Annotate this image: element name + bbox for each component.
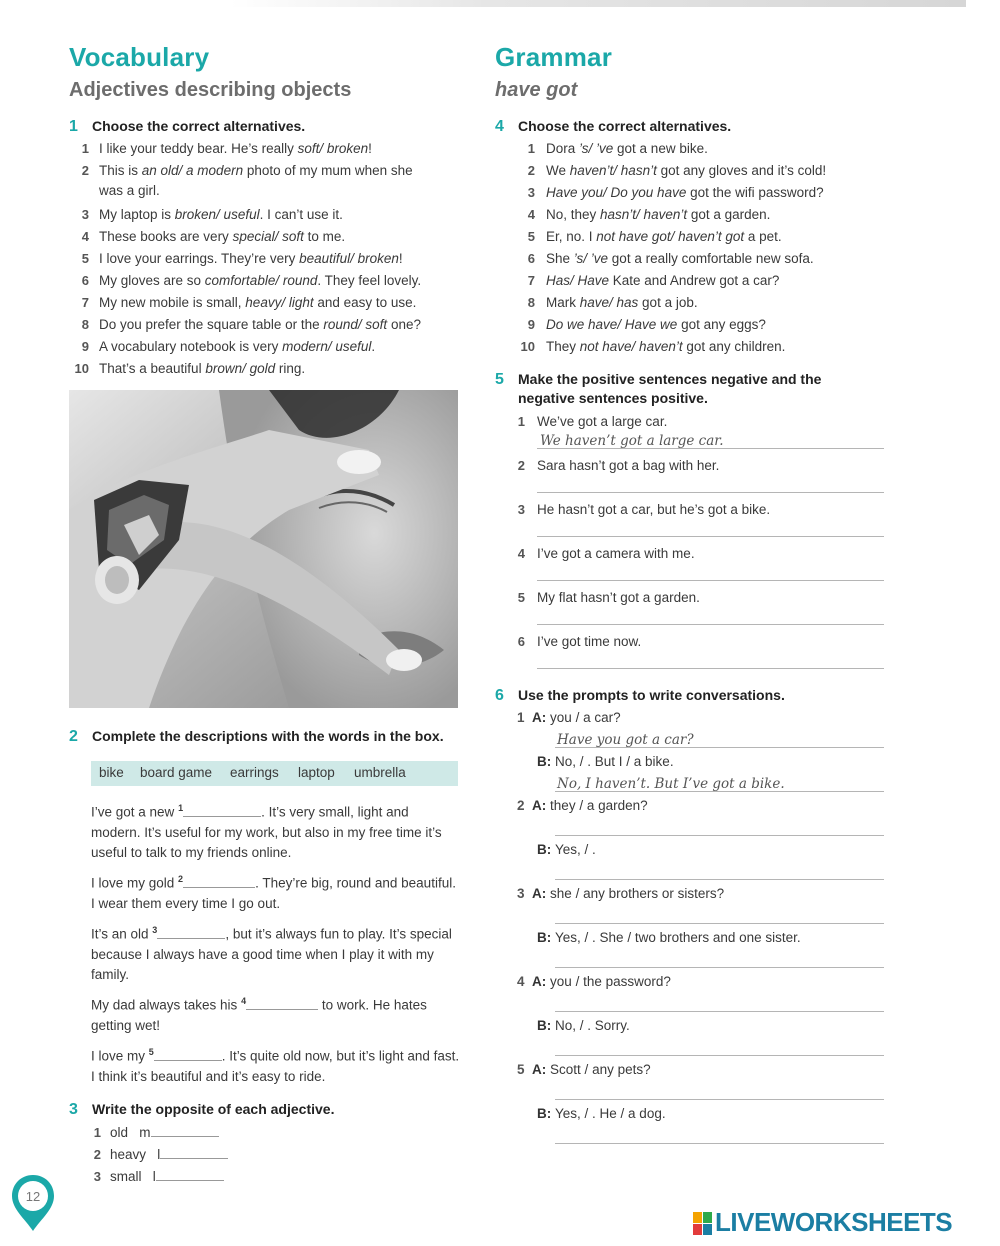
item-number: 1 — [517, 710, 525, 725]
item-choice[interactable]: an old/ a modern — [141, 163, 244, 178]
page-number: 12 — [25, 1189, 41, 1204]
answer-line[interactable] — [537, 492, 884, 493]
item-text-after: got any eggs? — [677, 317, 766, 332]
item-number: 2 — [517, 798, 525, 813]
item-text-after: ring. — [275, 361, 306, 376]
item-text: was a girl. — [99, 183, 160, 198]
example-answer: Have you got a car? — [557, 732, 694, 748]
item-text — [546, 204, 770, 225]
item-number: 2 — [93, 1147, 101, 1162]
item-choice[interactable]: heavy/ light — [245, 295, 314, 310]
answer-gap[interactable] — [151, 1125, 219, 1137]
gap-number: 3 — [152, 925, 158, 935]
item-text-before: I like your teddy bear. He’s really — [99, 141, 298, 156]
item-text: I’ve got a camera with me. — [537, 546, 695, 561]
answer-first-letter: m — [139, 1125, 151, 1140]
speaker-b-label: B: — [537, 930, 552, 945]
exercise-number: 1 — [69, 118, 78, 135]
answer-gap[interactable] — [154, 1049, 222, 1061]
item-text-after: one? — [387, 317, 421, 332]
item-number: 1 — [93, 1125, 101, 1140]
item-number: 1 — [517, 414, 525, 429]
grammar-heading: Grammar — [495, 42, 613, 72]
item-choice[interactable]: ’s/ ’ve — [573, 251, 609, 266]
exercise-instruction: Make the positive sentences negative and the negative sentences positive. — [518, 371, 822, 406]
item-text-before: That’s a beautiful — [99, 361, 206, 376]
item-number: 5 — [81, 251, 89, 266]
item-text — [99, 204, 343, 225]
item-number: 3 — [517, 502, 525, 517]
gap-number: 4 — [241, 996, 247, 1006]
item-text-before: This is — [99, 163, 142, 178]
example-answer: No, I haven’t. But I’ve got a bike. — [557, 776, 785, 792]
item-number: 2 — [81, 163, 89, 178]
answer-gap[interactable] — [183, 876, 255, 888]
woman-with-ring-photo — [69, 390, 458, 708]
paragraph-text-after: to work. He hates getting wet! — [91, 997, 427, 1033]
word-box-item: earrings — [230, 765, 279, 780]
item-number: 4 — [527, 207, 535, 222]
exercise-instruction: Use the prompts to write conversations. — [518, 687, 785, 703]
item-text — [546, 160, 826, 181]
adjective: heavy — [110, 1147, 147, 1162]
item-text — [99, 160, 413, 181]
answer-line[interactable] — [555, 967, 884, 968]
item-text: I’ve got time now. — [537, 634, 642, 649]
item-text-before: Er, no. I — [546, 229, 597, 244]
gap-number: 2 — [178, 874, 184, 884]
dialogue-prompt-a — [517, 1062, 651, 1077]
paragraph-text-after: . It’s very small, light and modern. It’s useful for my work, but also in my free time it’s useful to talk to my friends online. — [91, 804, 442, 860]
item-text-before: They — [546, 339, 580, 354]
dialogue-prompt-b — [537, 842, 596, 857]
item-text-before: Dora — [546, 141, 580, 156]
item-text-before: My laptop is — [99, 207, 175, 222]
item-number: 3 — [81, 207, 89, 222]
item-text — [546, 138, 708, 159]
logo-grid-icon — [693, 1212, 713, 1236]
item-text-after: got the wifi password? — [686, 185, 824, 200]
speaker-b-label: B: — [537, 754, 552, 769]
item-choice[interactable]: Have you/ Do you have — [546, 185, 687, 200]
page-number-marker — [10, 1173, 56, 1233]
item-choice[interactable]: broken/ useful — [174, 207, 260, 222]
dialogue-prompt-b — [537, 930, 801, 945]
item-text — [110, 1122, 219, 1143]
item-text-before: A vocabulary notebook is very — [99, 339, 283, 354]
paragraph-text-before: I love my — [91, 1048, 149, 1064]
item-text — [99, 314, 421, 335]
item-text: My flat hasn’t got a garden. — [537, 590, 700, 605]
speaker-a-label: A: — [532, 710, 547, 725]
item-text — [99, 226, 345, 247]
word-box-item: bike — [99, 765, 124, 780]
item-text-after: got a new bike. — [613, 141, 708, 156]
item-choice[interactable]: special/ soft — [232, 229, 304, 244]
adjective: old — [110, 1125, 129, 1140]
item-number: 6 — [517, 634, 525, 649]
exercise-number: 6 — [495, 687, 504, 704]
item-text — [99, 248, 403, 269]
dialogue-prompt-b — [537, 1106, 666, 1121]
exercise-number: 3 — [69, 1101, 78, 1118]
paragraph-text-before: I’ve got a new — [91, 804, 179, 820]
item-text-after: got a really comfortable new sofa. — [608, 251, 814, 266]
description-paragraph — [91, 920, 461, 985]
prompt-text: Scott / any pets? — [550, 1062, 651, 1077]
description-paragraph — [91, 798, 461, 863]
adjective: small — [110, 1169, 142, 1184]
item-number: 4 — [517, 974, 525, 989]
item-number: 8 — [527, 295, 535, 310]
item-number: 5 — [517, 590, 525, 605]
speaker-b-label: B: — [537, 1018, 552, 1033]
item-text: We’ve got a large car. — [537, 414, 668, 429]
speaker-a-label: A: — [532, 798, 547, 813]
item-number: 2 — [527, 163, 535, 178]
exercise-instruction: Choose the correct alternatives. — [518, 118, 732, 134]
item-number: 7 — [81, 295, 89, 310]
item-text-after: got any gloves and it’s cold! — [656, 163, 827, 178]
paragraph-text-before: I love my gold — [91, 875, 179, 891]
item-choice[interactable]: haven’t/ hasn’t — [569, 163, 657, 178]
item-number: 9 — [81, 339, 89, 354]
answer-gap[interactable] — [157, 927, 225, 939]
item-text-after: got any children. — [682, 339, 786, 354]
answer-line[interactable] — [555, 1143, 884, 1144]
item-text-before: These books are very — [99, 229, 233, 244]
item-number: 9 — [527, 317, 535, 332]
item-number: 6 — [81, 273, 89, 288]
speaker-a-label: A: — [532, 1062, 547, 1077]
word-box-item: laptop — [298, 765, 335, 780]
answer-line[interactable] — [555, 1099, 884, 1100]
dialogue-prompt-b — [537, 754, 674, 769]
item-text-after: to me. — [303, 229, 346, 244]
item-number: 3 — [517, 886, 525, 901]
item-text-after: ! — [398, 251, 403, 266]
item-choice[interactable]: beautiful/ broken — [299, 251, 399, 266]
item-number: 3 — [527, 185, 535, 200]
item-text — [546, 248, 814, 269]
item-choice[interactable]: soft/ broken — [297, 141, 369, 156]
prompt-text: No, / . But I / a bike. — [555, 754, 674, 769]
item-number: 10 — [74, 361, 89, 376]
prompt-text: Yes, / . She / two brothers and one sister. — [555, 930, 801, 945]
item-choice[interactable]: brown/ gold — [205, 361, 276, 376]
item-text-after: got a garden. — [687, 207, 771, 222]
speaker-b-label: B: — [537, 842, 552, 857]
example-answer: We haven’t got a large car. — [540, 433, 724, 449]
dialogue-prompt-a — [517, 710, 621, 725]
prompt-text: you / the password? — [550, 974, 671, 989]
item-number: 4 — [81, 229, 89, 244]
item-text-before: We — [546, 163, 570, 178]
item-choice[interactable]: modern/ useful — [282, 339, 372, 354]
item-choice[interactable]: comfortable/ round — [204, 273, 318, 288]
item-text-after: Kate and Andrew got a car? — [609, 273, 780, 288]
item-text-after: a pet. — [744, 229, 782, 244]
word-box-item: umbrella — [354, 765, 406, 780]
item-number: 1 — [81, 141, 89, 156]
item-text — [99, 358, 305, 379]
item-text-before: Do you prefer the square table or the — [99, 317, 324, 332]
item-number: 8 — [81, 317, 89, 332]
item-choice[interactable]: Do we have/ Have we — [546, 317, 678, 332]
item-text-before: My new mobile is small, — [99, 295, 246, 310]
item-number: 10 — [520, 339, 535, 354]
prompt-text: you / a car? — [550, 710, 621, 725]
item-choice[interactable]: hasn’t/ haven’t — [600, 207, 688, 222]
answer-line[interactable] — [537, 668, 884, 669]
answer-line[interactable] — [555, 923, 884, 924]
item-text: He hasn’t got a car, but he’s got a bike. — [537, 502, 771, 517]
exercise-number: 5 — [495, 371, 504, 388]
speaker-a-label: A: — [532, 886, 547, 901]
answer-gap[interactable] — [160, 1147, 228, 1159]
prompt-text: Yes, / . — [555, 842, 596, 857]
answer-first-letter: l — [157, 1147, 161, 1162]
item-text-before: I love your earrings. They’re very — [99, 251, 300, 266]
item-text-before: My gloves are so — [99, 273, 205, 288]
item-text-after: ! — [368, 141, 372, 156]
dialogue-prompt-a — [517, 886, 724, 901]
item-text-before: No, they — [546, 207, 601, 222]
item-number: 6 — [527, 251, 535, 266]
item-number: 4 — [517, 546, 525, 561]
description-paragraph — [91, 991, 461, 1036]
item-text — [110, 1144, 228, 1165]
item-text — [99, 336, 375, 357]
answer-line[interactable] — [537, 580, 884, 581]
item-choice[interactable]: ’s/ ’ve — [579, 141, 614, 156]
brand-name: LIVEWORKSHEETS — [715, 1207, 953, 1237]
item-text-after: and easy to use. — [313, 295, 417, 310]
vocabulary-heading: Vocabulary — [69, 42, 210, 72]
item-text — [110, 1166, 224, 1187]
answer-gap[interactable] — [183, 805, 261, 817]
paragraph-text-after: . They’re big, round and beautiful. I wear them every time I go out. — [91, 875, 456, 911]
answer-line[interactable] — [537, 536, 884, 537]
answer-gap[interactable] — [246, 998, 318, 1010]
prompt-text: Yes, / . He / a dog. — [555, 1106, 666, 1121]
item-text-after: . They feel lovely. — [317, 273, 422, 288]
item-choice[interactable]: have/ has — [579, 295, 639, 310]
item-text — [546, 336, 785, 357]
description-paragraph — [91, 869, 461, 914]
item-text — [546, 314, 766, 335]
exercise-instruction: Complete the descriptions with the words in the box. — [92, 728, 444, 744]
item-text-after: got a job. — [638, 295, 698, 310]
paragraph-text-before: My dad always takes his — [91, 997, 242, 1013]
prompt-text: No, / . Sorry. — [555, 1018, 630, 1033]
item-number: 5 — [517, 1062, 525, 1077]
item-number: 5 — [527, 229, 535, 244]
item-text-before: She — [546, 251, 574, 266]
grammar-subheading: have got — [495, 79, 578, 101]
item-number: 3 — [93, 1169, 101, 1184]
item-text — [99, 138, 372, 159]
item-choice[interactable]: not have/ haven’t — [579, 339, 683, 354]
answer-first-letter: l — [152, 1169, 156, 1184]
description-paragraph — [91, 1042, 461, 1087]
exercise-instruction: Choose the correct alternatives. — [92, 118, 306, 134]
vocabulary-subheading: Adjectives describing objects — [69, 79, 352, 101]
item-text — [546, 226, 782, 247]
gap-number: 5 — [148, 1047, 154, 1057]
speaker-a-label: A: — [532, 974, 547, 989]
answer-line[interactable] — [555, 1055, 884, 1056]
top-gradient-bar — [230, 0, 966, 7]
item-number: 7 — [527, 273, 535, 288]
answer-line[interactable] — [537, 624, 884, 625]
item-choice[interactable]: not have got/ haven’t got — [596, 229, 745, 244]
paragraph-text-before: It’s an old — [91, 926, 153, 942]
answer-gap[interactable] — [156, 1169, 224, 1181]
answer-line[interactable] — [555, 835, 884, 836]
item-text-after: photo of my mum when she — [243, 163, 413, 178]
item-choice[interactable]: Has/ Have — [546, 273, 610, 288]
item-text-after: . — [371, 339, 376, 354]
answer-line[interactable] — [555, 879, 884, 880]
exercise-number: 4 — [495, 118, 504, 135]
item-number: 2 — [517, 458, 525, 473]
paragraph-text-after: , but it’s always fun to play. It’s special because I always have a good time when I play it with my family. — [91, 926, 452, 982]
item-number: 1 — [527, 141, 535, 156]
paragraph-text-after: . It’s quite old now, but it’s light and fast. I think it’s beautiful and it’s easy to ride. — [91, 1048, 460, 1084]
item-text — [546, 182, 824, 203]
dialogue-prompt-a — [517, 974, 671, 989]
item-text: Sara hasn’t got a bag with her. — [537, 458, 720, 473]
speaker-b-label: B: — [537, 1106, 552, 1121]
word-box-item: board game — [140, 765, 213, 780]
dialogue-prompt-a — [517, 798, 648, 813]
exercise-instruction: Write the opposite of each adjective. — [92, 1101, 335, 1117]
prompt-text: they / a garden? — [550, 798, 648, 813]
item-text-before: Mark — [546, 295, 580, 310]
prompt-text: she / any brothers or sisters? — [550, 886, 725, 901]
dialogue-prompt-b — [537, 1018, 630, 1033]
item-choice[interactable]: round/ soft — [323, 317, 388, 332]
item-text — [99, 270, 421, 291]
item-text-after: . I can’t use it. — [259, 207, 343, 222]
exercise-number: 2 — [69, 728, 78, 745]
item-text — [546, 292, 698, 313]
item-text — [99, 292, 416, 313]
gap-number: 1 — [178, 803, 184, 813]
item-text — [546, 270, 779, 291]
word-box — [91, 761, 458, 786]
answer-line[interactable] — [555, 1011, 884, 1012]
